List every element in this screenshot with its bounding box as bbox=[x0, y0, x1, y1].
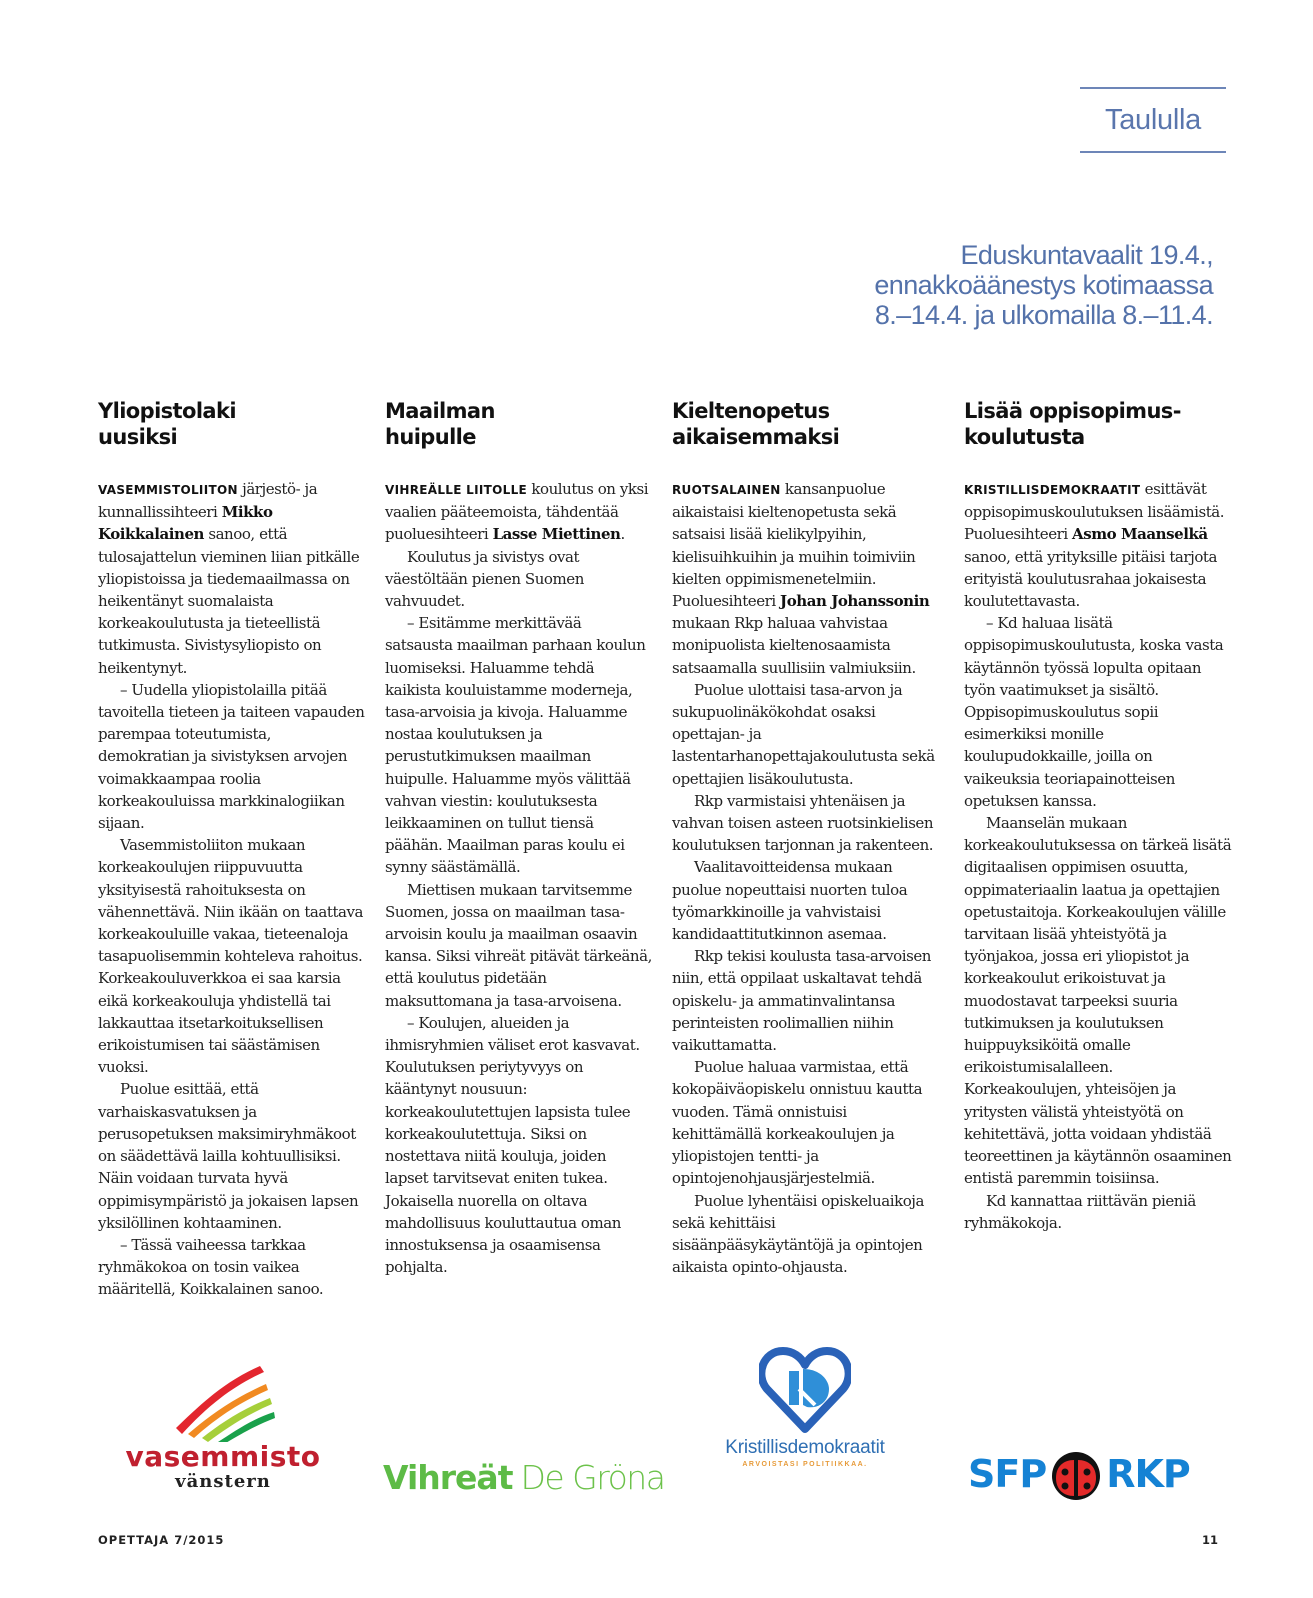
paragraph: Vaalitavoitteidensa mukaan puolue nopeuttaisi nuorten tuloa työmarkkinoille ja vahvistaisi kandidaattitutkinnon asemaa. bbox=[672, 858, 908, 944]
intro-line: 8.–14.4. ja ulkomailla 8.–11.4. bbox=[874, 300, 1213, 330]
person-name: Lasse Miettinen bbox=[492, 525, 621, 544]
paragraph: – Kd haluaa lisätä oppisopimuskoulutusta, koska vasta käytännön työssä lopulta opitaan työn vaatimukset ja sisältö. Oppisopimuskoulutus sopii esimerkiksi monille koulupudokkaille, joilla on vaikeuksia teoriapainotteisen opetuksen kanssa. bbox=[964, 614, 1224, 810]
party-lead-caps: KRISTILLISDEMOKRAATIT bbox=[964, 483, 1141, 497]
person-name: Mikko Koikkalainen bbox=[98, 503, 273, 544]
section-tag-label: Taululla bbox=[1105, 103, 1201, 136]
party-lead-caps: VIHREÄLLE LIITOLLE bbox=[385, 483, 528, 497]
person-name: Asmo Maanselkä bbox=[1072, 525, 1208, 544]
paragraph: Rkp varmistaisi yhtenäisen ja vahvan toisen asteen ruotsinkielisen koulutuksen tarjonnan ja rakenteen. bbox=[672, 791, 934, 855]
page-number: 11 bbox=[1201, 1533, 1218, 1547]
column-heading: Maailman huipulle bbox=[385, 399, 495, 449]
ladybug-icon bbox=[1050, 1448, 1102, 1500]
kd-wordmark: Kristillisdemokraatit bbox=[725, 1437, 885, 1458]
paragraph: Kd kannattaa riittävän pieniä ryhmäkokoja. bbox=[964, 1191, 1196, 1232]
column-body bbox=[672, 478, 940, 1278]
vihreat-wordmark: Vihreät bbox=[383, 1458, 513, 1497]
column-heading: Lisää oppisopimus- koulutusta bbox=[964, 399, 1181, 449]
sfp-wordmark: SFP bbox=[968, 1452, 1047, 1496]
paragraph: Miettisen mukaan tarvitsemme Suomen, jossa on maailman tasa-arvoisin koulu ja maailman osaavin kansa. Siksi vihreät pitävät tärkeänä, että koulutus pidetään maksuttomana ja tasa-arvoisena. bbox=[385, 880, 652, 1010]
paragraph: Puolue esittää, että varhaiskasvatuksen ja perusopetuksen maksimiryhmäkoot on säädettävä lailla kohtuullisiksi. Näin voidaan turvata hyvä oppimisympäristö ja jokaisen lapsen yksilöllinen kohtaaminen. bbox=[98, 1080, 359, 1232]
paragraph: Koulutus ja sivistys ovat väestöltään pienen Suomen vahvuudet. bbox=[385, 547, 584, 611]
paragraph: Maanselän mukaan korkeakoulutuksessa on tärkeä lisätä digitaalisen oppimisen osuutta, oppimateriaalin laatua ja opettajien opetustaitoja. Korkeakoulujen välille tarvitaan lisää yhteistyötä ja työnjakoa, jossa eri yliopistot ja korkeakoulut erikoistuvat ja muodostavat tarpeeksi suuria tutkimuksen ja koulutuksen huippuyksiköitä omalle erikoistumisalalleen. Korkeakoulujen, yhteisöjen ja yritysten välistä yhteistyötä on kehitettävä, jotta voidaan yhdistää teoreettinen ja käytännön osaaminen entistä paremmin toisiinsa. bbox=[964, 814, 1232, 1188]
brush-stripes-icon bbox=[168, 1362, 278, 1442]
election-dates-intro bbox=[874, 240, 1213, 330]
section-tag bbox=[1080, 87, 1226, 153]
paragraph: Puolue lyhentäisi opiskeluaikoja sekä kehittäisi sisäänpääsykäytäntöjä ja opintojen aikaista opinto-ohjausta. bbox=[672, 1191, 924, 1277]
sfp-rkp-logo bbox=[968, 1448, 1190, 1500]
paragraph: – Tässä vaiheessa tarkkaa ryhmäkokoa on tosin vaikea määritellä, Koikkalainen sanoo. bbox=[98, 1235, 324, 1299]
column-heading: Kieltenopetus aikaisemmaksi bbox=[672, 399, 840, 449]
article-column-vihreat bbox=[385, 398, 653, 1278]
de-grona-wordmark: De Gröna bbox=[520, 1458, 665, 1497]
intro-line: Eduskuntavaalit 19.4., bbox=[960, 240, 1213, 270]
paragraph: – Esitämme merkittävää satsausta maailman parhaan koulun luomiseksi. Haluamme tehdä kaikista kouluistamme moderneja, tasa-arvoisia ja kivoja. Haluamme nostaa koulutuksen ja perustutkimuksen maailman huipulle. Haluamme myös välittää vahvan viestin: koulutuksesta leikkaaminen on tullut tiensä päähän. Maailman paras koulu ei synny säästämällä. bbox=[385, 614, 646, 877]
kd-tagline: ARVOISTASI POLITIIKKAA. bbox=[742, 1461, 868, 1468]
article-column-vasemmisto bbox=[98, 398, 366, 1301]
kd-logo bbox=[712, 1345, 898, 1468]
party-lead-caps: VASEMMISTOLIITON bbox=[98, 483, 238, 497]
paragraph: – Koulujen, alueiden ja ihmisryhmien väliset erot kasvavat. Koulutuksen periytyvyys on kääntynyt nousuun: korkeakoulutettujen lapsista tulee korkeakoulutettuja. Siksi on nostettava niitä kouluja, joiden lapset tarvitsevat eniten tukea. Jokaisella nuorella on oltava mahdollisuus kouluttautua oman innostuksensa ja osaamisensa pohjalta. bbox=[385, 1013, 640, 1277]
lead-paragraph: KRISTILLISDEMOKRAATIT esittävät oppisopimuskoulutuksen lisäämistä. Puoluesihteeri Asmo Maanselkä sanoo, että yrityksille pitäisi tarjota erityistä koulutusrahaa jokaisesta koulutettavasta. bbox=[964, 480, 1225, 611]
column-heading: Yliopistolaki uusiksi bbox=[98, 399, 236, 449]
publication-footer: OPETTAJA 7/2015 bbox=[98, 1533, 225, 1547]
vasemmisto-logo bbox=[118, 1362, 328, 1492]
vasemmisto-subtitle: vänstern bbox=[175, 1471, 271, 1492]
vihreat-logo bbox=[383, 1458, 664, 1497]
rkp-wordmark: RKP bbox=[1106, 1452, 1190, 1496]
vasemmisto-wordmark: vasemmisto bbox=[125, 1440, 321, 1473]
paragraph: Vasemmistoliiton mukaan korkeakoulujen riippuvuutta yksityisestä rahoituksesta on vähennettävä. Niin ikään on taattava korkeakouluille vakaa, tieteenaloja tasapuolisemmin kohteleva rahoitus. Korkeakouluverkkoa ei saa karsia eikä korkeakouluja yhdistellä tai lakkauttaa itsetarkoituksellisen erikoistumisen tai säästämisen vuoksi. bbox=[98, 836, 364, 1077]
column-body bbox=[385, 478, 653, 1278]
column-body bbox=[964, 478, 1232, 1234]
paragraph: Rkp tekisi koulusta tasa-arvoisen niin, että oppilaat uskaltavat tehdä opiskelu- ja ammatinvalintansa perinteisten roolimallien niihin vaikuttamatta. bbox=[672, 947, 931, 1055]
paragraph: Puolue haluaa varmistaa, että kokopäiväopiskelu onnistuu kautta vuoden. Tämä onnistuisi kehittämällä korkeakoulujen ja yliopistojen tentti- ja opintojenohjausjärjestelmiä. bbox=[672, 1058, 923, 1188]
column-body bbox=[98, 478, 366, 1301]
lead-paragraph: VIHREÄLLE LIITOLLE koulutus on yksi vaalien pääteemoista, tähdentää puoluesihteeri Lasse Miettinen. bbox=[385, 480, 649, 544]
kd-heart-icon bbox=[759, 1345, 851, 1433]
paragraph: – Uudella yliopistolailla pitää tavoitella tieteen ja taiteen vapauden parempaa toteutumista, demokratian ja sivistyksen arvojen voimakkaampaa roolia korkeakouluissa markkinalogiikan sijaan. bbox=[98, 680, 365, 833]
article-column-kd bbox=[964, 398, 1232, 1234]
party-lead-caps: RUOTSALAINEN bbox=[672, 483, 781, 497]
intro-line: ennakkoäänestys kotimaassa bbox=[874, 270, 1213, 300]
lead-paragraph: RUOTSALAINEN kansanpuolue aikaistaisi kieltenopetusta sekä satsaisi lisää kielikylpyihin, kielisuihkuihin ja muihin toimiviin kielten oppimismenetelmiin. Puoluesihteeri Johan Johanssonin mukaan Rkp haluaa vahvistaa monipuolista kieltenosaamista satsaamalla suullisiin valmiuksiin. bbox=[672, 480, 930, 677]
person-name: Johan Johanssonin bbox=[780, 592, 930, 611]
paragraph: Puolue ulottaisi tasa-arvon ja sukupuolinäkökohdat osaksi opettajan- ja lastentarhanopettajakoulutusta sekä opettajien lisäkoulutusta. bbox=[672, 680, 935, 788]
lead-paragraph: VASEMMISTOLIITON järjestö- ja kunnallissihteeri Mikko Koikkalainen sanoo, että tulosajattelun vieminen liian pitkälle yliopistoissa ja tiedemaailmassa on heikentänyt suomalaista korkeakoulutusta ja tieteellistä tutkimusta. Sivistysyliopisto on heikentynyt. bbox=[98, 480, 360, 677]
article-column-rkp bbox=[672, 398, 940, 1278]
